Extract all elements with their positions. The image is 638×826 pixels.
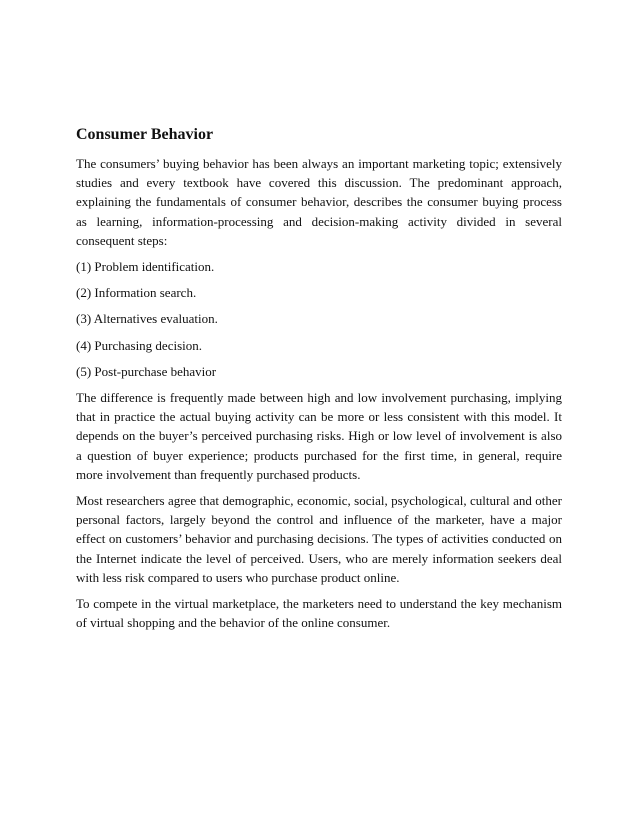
step-item: (5) Post-purchase behavior (76, 363, 217, 379)
section-heading: Consumer Behavior (76, 126, 214, 143)
step-item: (4) Purchasing decision. (76, 337, 203, 353)
step-item: (2) Information search. (76, 285, 197, 301)
step-item: (3) Alternatives evaluation. (76, 311, 218, 327)
document-body (76, 124, 562, 639)
steps-list (76, 257, 562, 381)
conclusion-paragraph: To compete in the virtual marketplace, the marketers need to understand the key mechanism of virtual shopping and the behavior of the online consumer. (76, 596, 562, 631)
factors-paragraph: Most researchers agree that demographic, economic, social, psychological, cultural and other personal factors, largely beyond the control and influence of the marketer, have a major effect on customers’ behavior and purchasing decisions. The types of activities conducted on the Internet indicate the level of perceived. Users, who are merely information seekers deal with less risk compared to users who purchase product online. (76, 493, 562, 585)
involvement-paragraph: The difference is frequently made between high and low involvement purchasing, implying that in practice the actual buying activity can be more or less consistent with this model. It depends on the buyer’s perceived purchasing risks. High or low level of involvement is also a question of buyer experience; products purchased for the first time, in general, require more involvement than frequently purchased products. (76, 390, 562, 482)
step-item: (1) Problem identification. (76, 259, 215, 275)
intro-paragraph: The consumers’ buying behavior has been always an important marketing topic; extensively studies and every textbook have covered this discussion. The predominant approach, explaining the fundamentals of consumer behavior, describes the consumer buying process as learning, information-processing and decision-making activity divided in several consequent steps: (76, 156, 562, 248)
